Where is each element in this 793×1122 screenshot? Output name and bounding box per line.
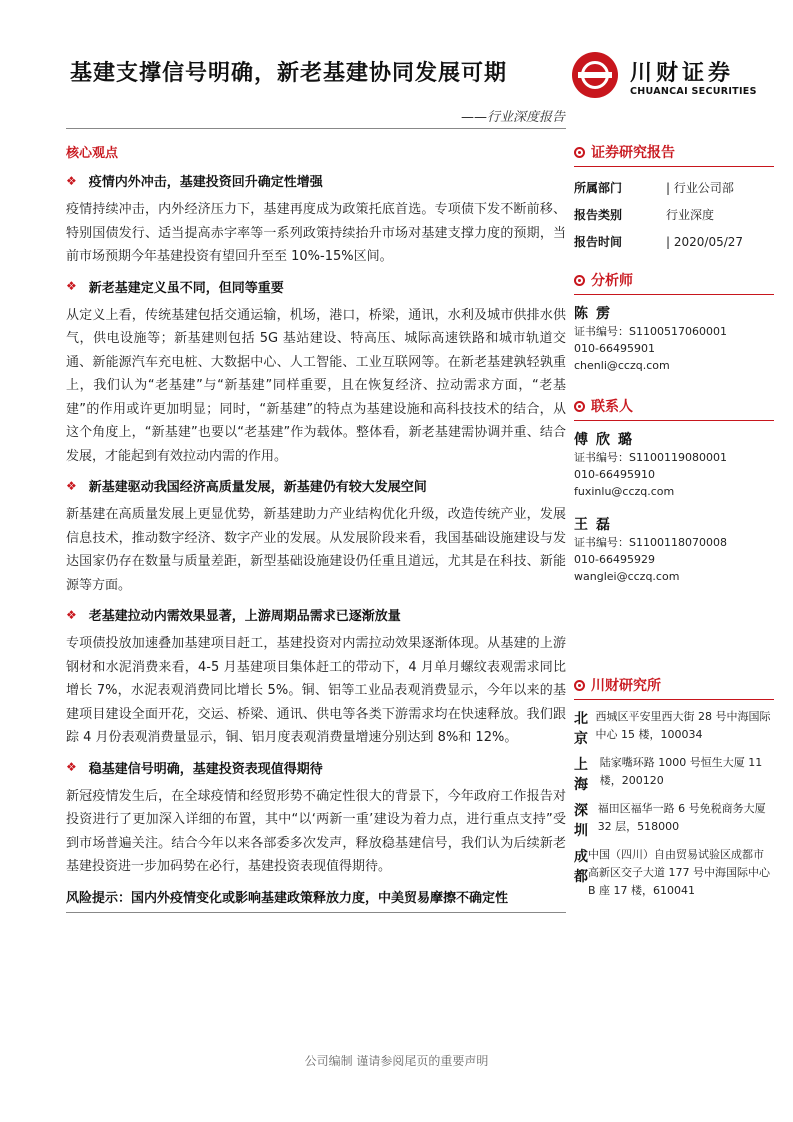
analyst-name: 陈雳 — [574, 306, 618, 322]
office-item: 深圳 福田区福华一路 6 号免税商务大厦 32 层，518000 — [574, 802, 766, 839]
office-item: 北京 西城区平安里西大街 28 号中海国际中心 15 楼，100034 — [574, 710, 771, 747]
sidebar-heading: 川财研究所 — [574, 675, 774, 695]
section-heading: ❖ 疫情内外冲击，基建投资回升确定性增强 — [66, 173, 323, 190]
target-icon — [574, 680, 585, 691]
section-body: 专项债投放加速叠加基建项目赶工，基建投资对内需拉动效果逐渐体现。从基建的上游钢材和水泥消费来看，4-5 月基建项目集体赶工的带动下，4 月单月螺纹表观需求同比增长 7%，水泥表观消费同比增长 5%。铜、铝等工业品表观消费显示，今年以来的基建项目建设全面开花，交运、桥梁、通讯、供电等各类下游需求均在快速释放。我们跟踪 4 月份表观消费量显示，铜、铝月度表观消费量增速分别达到 8%和 12%。 — [66, 636, 566, 745]
section-heading: ❖ 新老基建定义虽不同，但同等重要 — [66, 279, 284, 296]
contact-cert: 证书编号：S1100118070008 — [574, 536, 727, 549]
sidebar-divider — [574, 166, 774, 167]
contact-email[interactable]: wanglei@cczq.com — [574, 570, 680, 583]
section-body: 从定义上看，传统基建包括交通运输，机场，港口，桥梁，通讯，水利及城市供排水供气，供电设施等；新基建则包括 5G 基站建设、特高压、城际高速铁路和城市轨道交通、新能源汽车充电桩、大数据中心、人工智能、工业互联网等。在新老基建孰轻孰重上，我们认为“老基建”与“新基建”同样重要，且在恢复经济、拉动需求方面，“老基建”的作用或许更加明显；同时，“新基建”的特点为基建设施和高科技技术的结合，从这个角度上，“新基建”也要以“老基建”作为载体。整体看，新老基建需协调并重、结合发展，才能起到有效拉动内需的作用。 — [66, 307, 566, 464]
section-heading: ❖ 新基建驱动我国经济高质量发展，新基建仍有较大发展空间 — [66, 478, 427, 495]
meta-row: 报告类别 行业深度 — [574, 208, 715, 222]
sidebar-divider — [574, 699, 774, 700]
contact-phone: 010-66495910 — [574, 468, 655, 481]
target-icon — [574, 401, 585, 412]
sidebar-heading: 联系人 — [574, 396, 774, 416]
report-title: 基建支撑信号明确，新老基建协同发展可期 — [70, 61, 508, 86]
logo-chinese-name: 川财证券 — [630, 61, 735, 86]
logo-mark-icon — [572, 52, 618, 98]
section-label: 核心观点 — [66, 146, 119, 161]
contact-cert: 证书编号：S1100119080001 — [574, 451, 727, 464]
diamond-bullet-icon: ❖ — [66, 279, 77, 293]
target-icon — [574, 275, 585, 286]
diamond-bullet-icon: ❖ — [66, 607, 77, 622]
sidebar-heading: 分析师 — [574, 270, 774, 290]
section-body: 新基建在高质量发展上更显优势，新基建助力产业结构优化升级，改造传统产业，发展信息技术，推动数字经济、数字产业的发展。从发展阶段来看，我国基础设施建设与发达国家仍存在数量与质量差距，新型基础设施建设仍任重且道远，尤其是在科技、新能源等方面。 — [66, 507, 566, 593]
contact-name: 傅欣璐 — [574, 432, 640, 448]
main-content — [66, 142, 566, 913]
diamond-bullet-icon: ❖ — [66, 760, 77, 774]
contact-email[interactable]: fuxinlu@cczq.com — [574, 485, 675, 498]
office-item: 成都 中国（四川）自由贸易试验区成都市高新区交子大道 177 号中海国际中心 B 座 17 楼，610041 — [574, 848, 770, 897]
analyst-phone: 010-66495901 — [574, 342, 655, 355]
header-divider — [66, 128, 566, 129]
risk-divider — [66, 912, 566, 913]
section-body: 疫情持续冲击，内外经济压力下，基建再度成为政策托底首选。专项债下发不断前移、特别国债发行、适当提高赤字率等一系列政策持续抬升市场对基建支撑力度的预期，当前市场预期今年基建投资有望回升至至 10%-15%区间。 — [66, 202, 566, 264]
sidebar-divider — [574, 420, 774, 421]
sidebar-divider — [574, 294, 774, 295]
office-item: 上海 陆家嘴环路 1000 号恒生大厦 11 楼，200120 — [574, 756, 763, 793]
analyst-cert: 证书编号：S1100517060001 — [574, 325, 727, 338]
company-logo — [572, 52, 762, 102]
diamond-bullet-icon: ❖ — [66, 478, 77, 493]
sidebar — [574, 142, 774, 906]
contact-name: 王磊 — [574, 517, 618, 533]
meta-row: 报告时间 | 2020/05/27 — [574, 235, 744, 249]
meta-row: 所属部门 | 行业公司部 — [574, 181, 734, 195]
diamond-bullet-icon: ❖ — [66, 173, 77, 188]
section-heading: ❖ 稳基建信号明确，基建投资表现值得期待 — [66, 760, 323, 777]
page-footer: 公司编制 谨请参阅尾页的重要声明 — [304, 1054, 489, 1068]
logo-english-name: CHUANCAI SECURITIES — [630, 86, 757, 97]
contact-phone: 010-66495929 — [574, 553, 655, 566]
sidebar-heading: 证券研究报告 — [574, 142, 774, 162]
section-body: 新冠疫情发生后，在全球疫情和经贸形势不确定性很大的背景下，今年政府工作报告对投资进行了更加深入详细的布置，其中“以‘两新一重’建设为着力点，进行重点支持”受到市场普遍关注。结合今年以来各部委多次发声，释放稳基建信号，我们认为后续新老基建投资进一步加码势在必行，基建投资表现值得期待。 — [66, 788, 566, 874]
report-type: ——行业深度报告 — [460, 110, 565, 125]
target-icon — [574, 147, 585, 158]
risk-warning: 风险提示：国内外疫情变化或影响基建政策释放力度，中美贸易摩擦不确定性 — [66, 890, 509, 906]
analyst-email[interactable]: chenli@cczq.com — [574, 359, 670, 372]
section-heading: ❖ 老基建拉动内需效果显著，上游周期品需求已逐渐放量 — [66, 607, 401, 624]
